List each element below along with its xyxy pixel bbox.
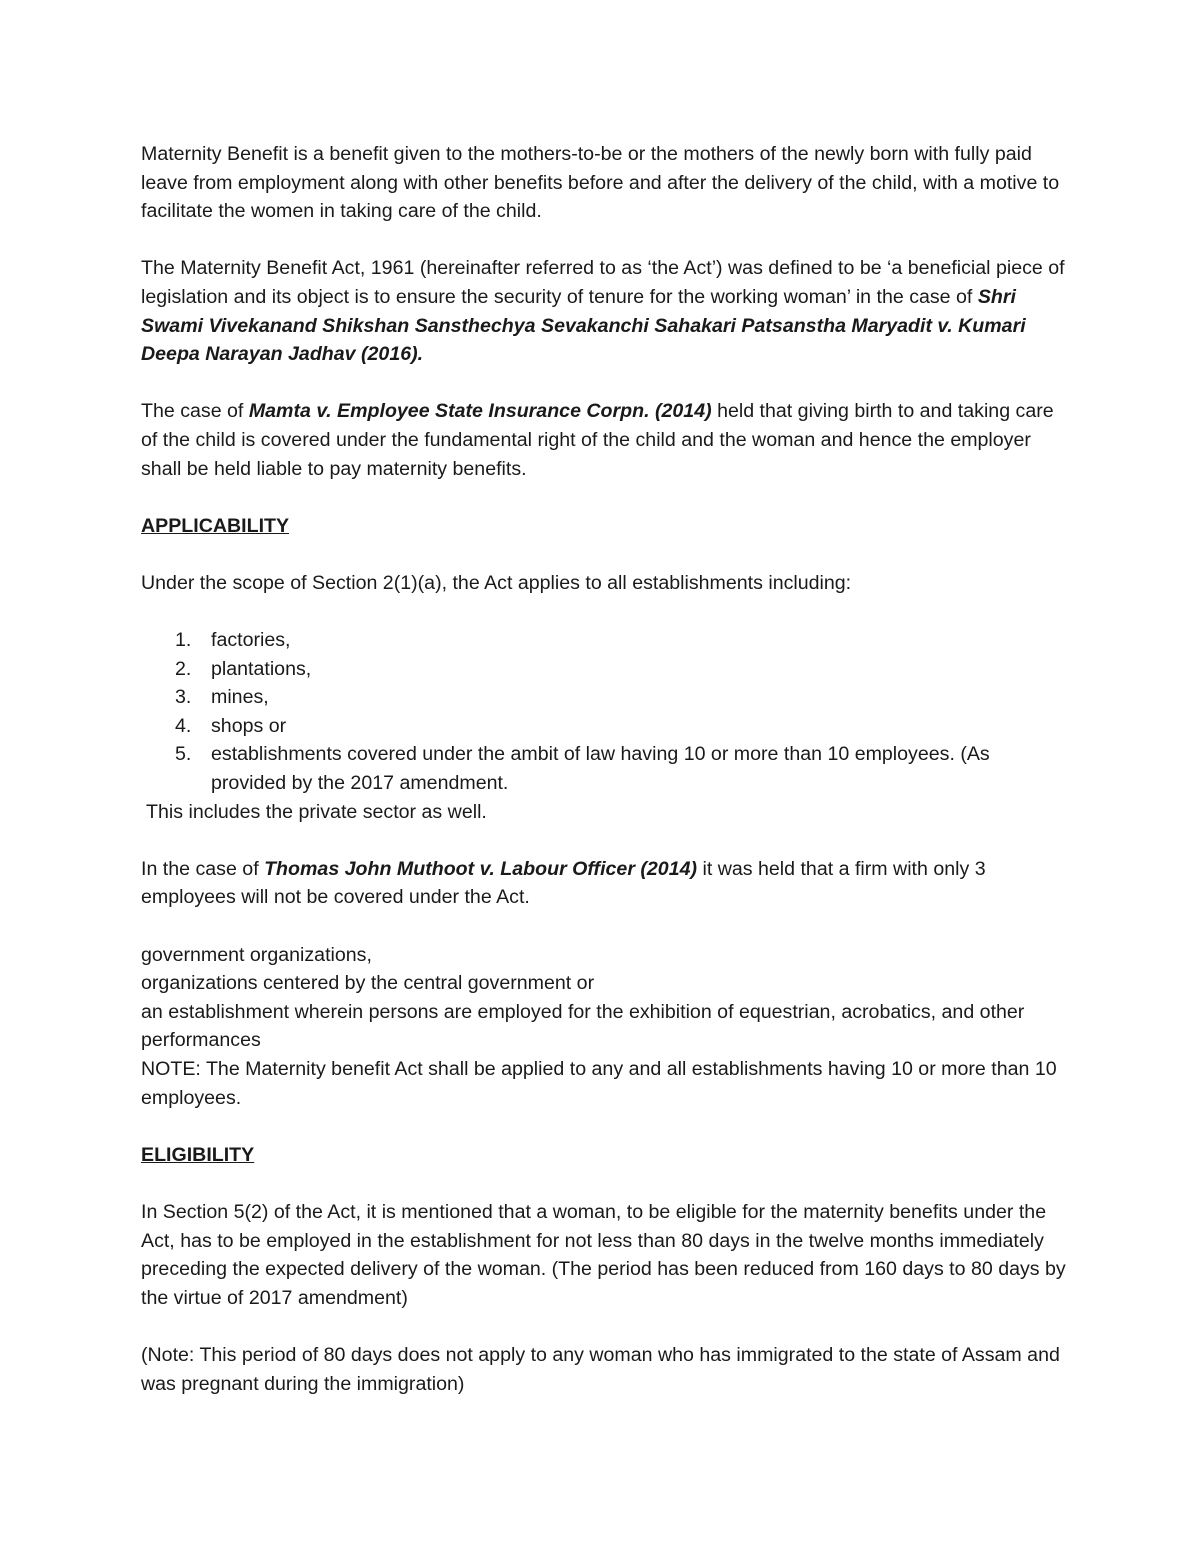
exclusion-line-equestrian: an establishment wherein persons are employed for the exhibition of equestrian, acrobatics, and other performances bbox=[141, 1000, 1025, 1052]
list-item-text: factories, bbox=[211, 629, 291, 652]
thomas-intro-text: In the case of bbox=[141, 857, 265, 880]
exclusion-line-government: government organizations, bbox=[141, 943, 372, 966]
list-item-text: mines, bbox=[211, 686, 269, 709]
list-item-number: 5. bbox=[175, 743, 192, 766]
applicability-intro: Under the scope of Section 2(1)(a), the Act applies to all establishments including: bbox=[141, 571, 852, 594]
eligibility-paragraph: In Section 5(2) of the Act, it is mentioned that a woman, to be eligible for the maternity benefits under the Act, has to be employed in the establishment for not less than 80 days in the twelve months immediately preceding the expected delivery of the woman. (The period has been reduced from 160 days to 80 days by the virtue of 2017 amendment) bbox=[141, 1200, 1066, 1309]
list-item bbox=[141, 655, 1066, 684]
applicability-heading: APPLICABILITY bbox=[141, 514, 290, 537]
list-item-number: 4. bbox=[175, 714, 192, 737]
assam-note-paragraph: (Note: This period of 80 days does not apply to any woman who has immigrated to the state of Assam and was pregnant during the immigration) bbox=[141, 1343, 1060, 1395]
list-item bbox=[141, 626, 1066, 655]
list-item-text: establishments covered under the ambit of law having 10 or more than 10 employees. (As provided by the 2017 amendment. bbox=[211, 743, 990, 795]
act-definition-text: The Maternity Benefit Act, 1961 (hereinafter referred to as ‘the Act’) was defined to be ‘a beneficial piece of legislation and its object is to ensure the security of tenure for the working woman’ in the case of bbox=[141, 257, 1065, 308]
case-citation-mamta: Mamta v. Employee State Insurance Corpn. (2014) bbox=[248, 400, 712, 423]
list-item-text: shops or bbox=[211, 714, 287, 737]
list-item bbox=[141, 683, 1066, 712]
establishments-list bbox=[141, 626, 1066, 798]
eligibility-heading: ELIGIBILITY bbox=[141, 1143, 255, 1166]
mamta-case-paragraph bbox=[141, 397, 1066, 483]
document-body bbox=[141, 140, 1066, 1427]
thomas-case-paragraph bbox=[141, 855, 1066, 912]
list-item-number: 1. bbox=[175, 629, 192, 652]
mamta-holding-text: held that giving birth to and taking care of the child is covered under the fundamental right of the child and the woman and hence the employer shall be held liable to pay maternity benefits. bbox=[141, 400, 1054, 480]
case-citation-thomas: Thomas John Muthoot v. Labour Officer (2014) bbox=[264, 857, 698, 880]
list-item bbox=[141, 740, 1066, 797]
act-definition-paragraph bbox=[141, 254, 1066, 368]
intro-paragraph: Maternity Benefit is a benefit given to the mothers-to-be or the mothers of the newly born with fully paid leave from employment along with other benefits before and after the delivery of the child, with a motive to facilitate the women in taking care of the child. bbox=[141, 143, 1060, 223]
case-citation-vivekanand: Shri Swami Vivekanand Shikshan Sansthechya Sevakanchi Sahakari Patsanstha Maryadit v. Kumari Deepa Narayan Jadhav (2016). bbox=[141, 285, 1026, 366]
list-item bbox=[141, 712, 1066, 741]
list-item-text: plantations, bbox=[211, 657, 312, 680]
list-item-number: 3. bbox=[175, 686, 192, 709]
mamta-intro-text: The case of bbox=[141, 400, 249, 423]
private-sector-note: This includes the private sector as well. bbox=[146, 800, 487, 823]
exclusion-line-central: organizations centered by the central government or bbox=[141, 972, 595, 995]
list-item-number: 2. bbox=[175, 657, 192, 680]
thomas-holding-text: it was held that a firm with only 3 employees will not be covered under the Act. bbox=[141, 857, 986, 909]
applicability-note: NOTE: The Maternity benefit Act shall be applied to any and all establishments having 10 or more than 10 employees. bbox=[141, 1058, 1057, 1109]
